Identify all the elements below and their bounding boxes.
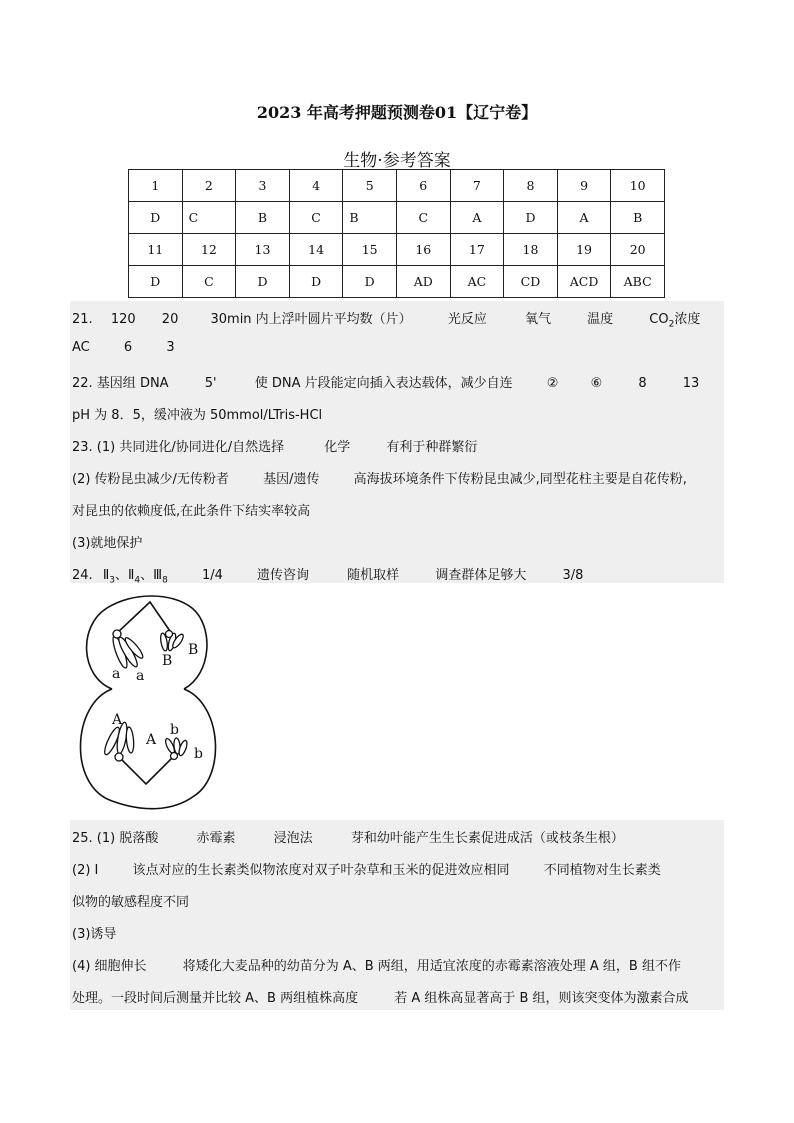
answer-21-line1: 21. 120 20 30min 内上浮叶圆片平均数（片） 光反应 氧气 温度 $CO_2$浓度 (72, 312, 701, 330)
answer-25-line2: (2) Ⅰ 该点对应的生长素类似物浓度对双子叶杂草和玉米的促进效应相同 不同植物对生长素类 (72, 863, 661, 878)
allele-label: a (112, 666, 121, 682)
answer-23-line2: (2) 传粉昆虫减少/无传粉者 基因/遗传 高海拔环境条件下传粉昆虫减少,同型花柱主要是自花传粉, (72, 472, 687, 487)
cell-diagram-svg (72, 586, 224, 816)
table-cell: 11 (129, 234, 183, 266)
answer-23-line1: 23. (1) 共同进化/协同进化/自然选择 化学 有利于种群繁衍 (72, 440, 478, 455)
table-row (129, 170, 665, 202)
table-cell: 7 (450, 170, 504, 202)
answer-24-line1: 24. $Ⅱ_3$、$Ⅱ_4$、$Ⅲ_8$ 1/4 遗传咨询 随机取样 调查群体足够大 3/8 (72, 568, 584, 586)
table-row (129, 266, 665, 298)
answer-25-line6: 处理。一段时间后测量并比较 A、B 两组植株高度 若 A 组株高显著高于 B 组，则该突变体为激素合成 (72, 991, 689, 1006)
allele-label: A (146, 732, 157, 748)
table-cell: 1 (129, 170, 183, 202)
table-cell: 18 (504, 234, 558, 266)
table-cell: 20 (611, 234, 665, 266)
answer-22-line2: pH 为 8．5，缓冲液为 50mmol/LTris-HCl (72, 408, 323, 423)
table-cell: CD (504, 266, 558, 298)
answer-table (128, 169, 665, 298)
table-cell: D (289, 266, 343, 298)
table-cell: 13 (236, 234, 290, 266)
answer-25-line4: (3)诱导 (72, 927, 117, 942)
table-cell: A (450, 202, 504, 234)
table-cell: 10 (611, 170, 665, 202)
table-cell: D (129, 202, 183, 234)
table-cell: AC (450, 266, 504, 298)
table-cell: C (396, 202, 450, 234)
table-cell: ABC (611, 266, 665, 298)
table-cell: D (504, 202, 558, 234)
table-row (129, 234, 665, 266)
table-cell: A (557, 202, 611, 234)
table-cell: 2 (182, 170, 236, 202)
allele-label: B (162, 653, 173, 669)
page-title: 2023 年高考押题预测卷01【辽宁卷】 (256, 103, 538, 122)
table-cell: D (236, 266, 290, 298)
answer-25-line3: 似物的敏感程度不同 (72, 895, 190, 910)
answer-23-line3: 对昆虫的依赖度低,在此条件下结实率较高 (72, 504, 311, 519)
answer-21-line2: AC 6 3 (72, 340, 175, 355)
table-cell: 15 (343, 234, 397, 266)
table-cell: C (182, 202, 236, 234)
table-cell: 17 (450, 234, 504, 266)
allele-label: a (136, 668, 145, 684)
table-cell: 6 (396, 170, 450, 202)
table-cell: 3 (236, 170, 290, 202)
table-cell: 16 (396, 234, 450, 266)
table-cell: C (289, 202, 343, 234)
allele-label: A (112, 712, 123, 728)
cell-division-diagram (72, 586, 224, 816)
table-cell: D (129, 266, 183, 298)
table-cell: 12 (182, 234, 236, 266)
table-cell: B (611, 202, 665, 234)
allele-label: b (170, 722, 179, 738)
table-cell: 19 (557, 234, 611, 266)
answer-23-line4: (3)就地保护 (72, 536, 143, 551)
table-cell: 5 (343, 170, 397, 202)
table-cell: D (343, 266, 397, 298)
allele-label: B (188, 642, 199, 658)
table-cell: AD (396, 266, 450, 298)
table-cell: B (343, 202, 397, 234)
table-row (129, 202, 665, 234)
page-subtitle: 生物·参考答案 (343, 151, 451, 171)
table-cell: C (182, 266, 236, 298)
table-cell: 14 (289, 234, 343, 266)
allele-label: b (194, 746, 203, 762)
table-cell: 9 (557, 170, 611, 202)
answer-25-line1: 25. (1) 脱落酸 赤霉素 浸泡法 芽和幼叶能产生生长素促进成活（或枝条生根） (72, 831, 624, 846)
table-cell: 4 (289, 170, 343, 202)
answer-25-line5: (4) 细胞伸长 将矮化大麦品种的幼苗分为 A、B 两组，用适宜浓度的赤霉素溶液处理 A 组，B 组不作 (72, 959, 681, 974)
table-cell: B (236, 202, 290, 234)
table-cell: ACD (557, 266, 611, 298)
answer-band-lower (70, 820, 724, 1010)
table-cell: 8 (504, 170, 558, 202)
answer-22-line1: 22. 基因组 DNA 5' 使 DNA 片段能定向插入表达载体，减少自连 ② ⑥ 8 13 (72, 376, 700, 391)
